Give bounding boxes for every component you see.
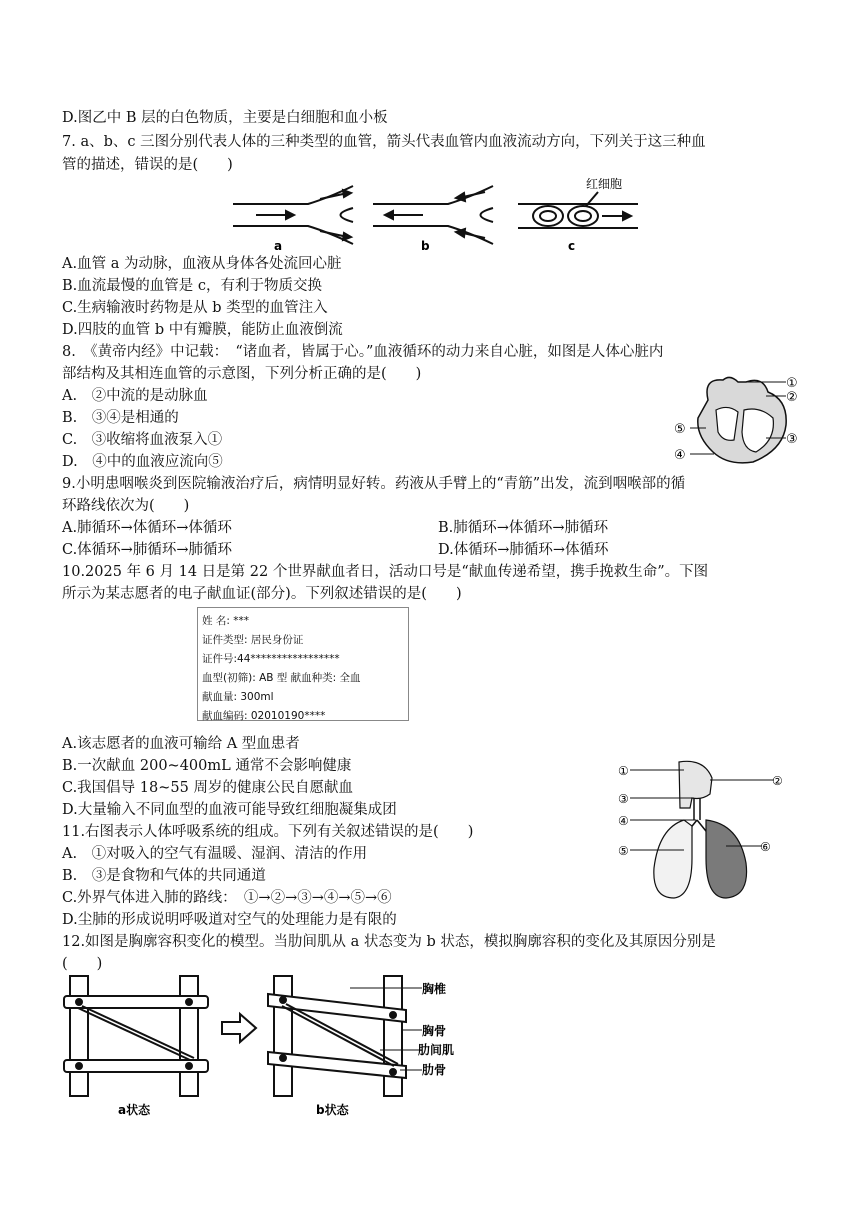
option-a: A. ②中流的是动脉血 bbox=[62, 388, 208, 404]
option-a: A. ①对吸入的空气有温暖、湿润、清洁的作用 bbox=[62, 846, 368, 862]
marker-4: ④ bbox=[618, 814, 629, 828]
option-b: B.肺循环→体循环→肺循环 bbox=[438, 520, 609, 536]
state-a-label: a状态 bbox=[118, 1103, 151, 1117]
option-a: A.肺循环→体循环→体循环 bbox=[62, 520, 232, 536]
question-7-stem: 7. a、b、c 三图分别代表人体的三种类型的血管，箭头代表血管内血液流动方向，下列关于这三种血 bbox=[62, 134, 706, 150]
marker-3: ③ bbox=[618, 792, 629, 806]
question-10-stem: 10.2025 年 6 月 14 日是第 22 个世界献血者日，活动口号是“献血传递希望，携手挽救生命”。下图 bbox=[62, 564, 709, 580]
heart-figure bbox=[668, 370, 828, 468]
marker-5: ⑤ bbox=[618, 844, 629, 858]
option-b: B.血流最慢的血管是 c，有利于物质交换 bbox=[62, 278, 322, 294]
option-c: C. ③收缩将血液泵入① bbox=[62, 432, 223, 448]
marker-2: ② bbox=[786, 390, 798, 405]
option-text: D.图乙中 B 层的白色物质，主要是白细胞和血小板 bbox=[62, 110, 388, 126]
marker-2: ② bbox=[772, 774, 783, 788]
question-8-stem-cont: 部结构及其相连血管的示意图，下列分析正确的是( ) bbox=[62, 366, 422, 382]
question-12-stem: 12.如图是胸廓容积变化的模型。当肋间肌从 a 状态变为 b 状态，模拟胸廓容积的变化及其原因分别是 bbox=[62, 934, 716, 950]
option-a: A.该志愿者的血液可输给 A 型血患者 bbox=[62, 736, 300, 752]
label-a: a bbox=[274, 239, 283, 252]
respiratory-system-figure bbox=[614, 758, 784, 910]
marker-6: ⑥ bbox=[760, 840, 771, 854]
option-b: B. ③④是相通的 bbox=[62, 410, 179, 426]
option-c: C.生病输液时药物是从 b 类型的血管注入 bbox=[62, 300, 328, 316]
option-c: C.外界气体进入肺的路线： ①→②→③→④→⑤→⑥ bbox=[62, 890, 392, 906]
question-10-stem-cont: 所示为某志愿者的电子献血证(部分)。下列叙述错误的是( ) bbox=[62, 586, 462, 602]
state-b-label: b状态 bbox=[316, 1103, 349, 1117]
id-type: 证件类型: 居民身份证 bbox=[202, 634, 304, 646]
rbc-label: 红细胞 bbox=[586, 177, 623, 191]
option-b: B.一次献血 200~400mL 通常不会影响健康 bbox=[62, 758, 352, 774]
option-c: C.我国倡导 18~55 周岁的健康公民自愿献血 bbox=[62, 780, 353, 796]
donor-name: 姓 名: *** bbox=[202, 615, 249, 627]
marker-1: ① bbox=[786, 376, 798, 391]
spine-label: 胸椎 bbox=[422, 982, 447, 996]
blood-donation-certificate bbox=[197, 607, 409, 721]
id-number: 证件号:44***************** bbox=[202, 653, 340, 665]
transition-arrow bbox=[222, 1014, 256, 1042]
blood-type: 血型(初筛): AB 型 献血种类: 全血 bbox=[202, 672, 361, 684]
vessel-a bbox=[233, 186, 353, 244]
option-d: D.尘肺的形成说明呼吸道对空气的处理能力是有限的 bbox=[62, 912, 397, 928]
option-d: D.大量输入不同血型的血液可能导致红细胞凝集成团 bbox=[62, 802, 397, 818]
option-b: B. ③是食物和气体的共同通道 bbox=[62, 868, 266, 884]
option-a: A.血管 a 为动脉，血液从身体各处流回心脏 bbox=[62, 256, 342, 272]
model-b bbox=[268, 976, 406, 1096]
vessel-b bbox=[373, 186, 493, 244]
question-9-stem-cont: 环路线依次为( ) bbox=[62, 498, 190, 514]
marker-1: ① bbox=[618, 764, 629, 778]
option-c: C.体循环→肺循环→肺循环 bbox=[62, 542, 232, 558]
question-12-stem-cont: ( ) bbox=[62, 956, 103, 972]
sternum-label: 胸骨 bbox=[422, 1024, 447, 1038]
question-9-stem: 9.小明患咽喉炎到医院输液治疗后，病情明显好转。药液从手臂上的“青筋”出发，流到咽喉部的循 bbox=[62, 476, 686, 492]
rib-label: 肋骨 bbox=[422, 1063, 447, 1077]
option-d: D.四肢的血管 b 中有瓣膜，能防止血液倒流 bbox=[62, 322, 343, 338]
marker-4: ④ bbox=[674, 448, 686, 463]
donation-volume: 献血量: 300ml bbox=[202, 691, 274, 703]
question-8-stem: 8. 《黄帝内经》中记载： “诸血者，皆属于心。”血液循环的动力来自心脏，如图是人体心脏内 bbox=[62, 344, 664, 360]
option-d: D.体循环→肺循环→体循环 bbox=[438, 542, 609, 558]
question-11-stem: 11.右图表示人体呼吸系统的组成。下列有关叙述错误的是( ) bbox=[62, 824, 474, 840]
blood-vessel-figure bbox=[228, 172, 648, 252]
intercostal-muscle-label: 肋间肌 bbox=[418, 1043, 455, 1057]
marker-3: ③ bbox=[786, 432, 798, 447]
question-7-stem-cont: 管的描述，错误的是( ) bbox=[62, 157, 233, 173]
label-c: c bbox=[568, 239, 576, 252]
vessel-c bbox=[518, 192, 638, 228]
marker-5: ⑤ bbox=[674, 422, 686, 437]
model-a bbox=[64, 976, 208, 1096]
label-b: b bbox=[421, 239, 430, 252]
chest-model-figure bbox=[60, 970, 480, 1120]
option-d: D. ④中的血液应流向⑤ bbox=[62, 454, 223, 470]
donation-code: 献血编码: 02010190**** bbox=[202, 710, 326, 722]
